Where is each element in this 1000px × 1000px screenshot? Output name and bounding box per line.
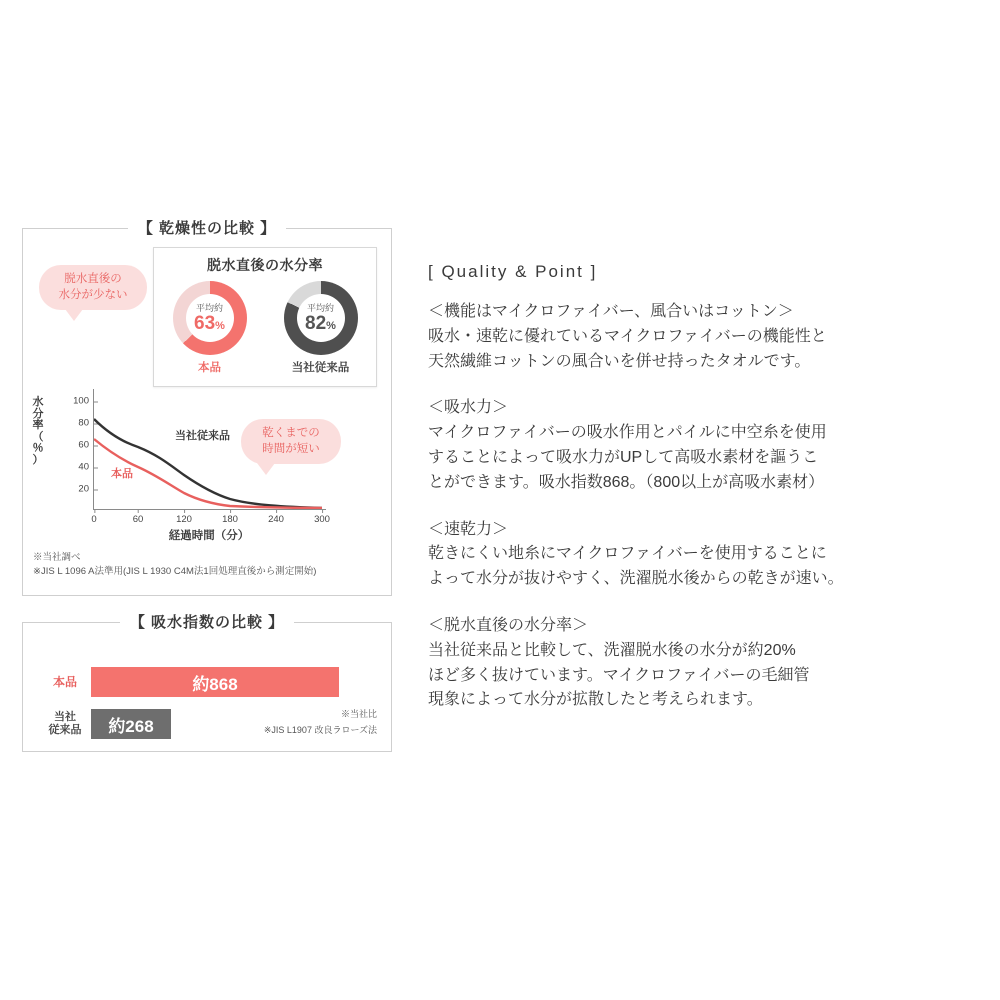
drying-line-chart	[23, 379, 393, 542]
line-chart-svg	[94, 389, 326, 509]
quality-section-function	[428, 300, 968, 374]
donut-product	[162, 281, 258, 375]
donut-product-label: 本品	[198, 362, 221, 374]
x-axis-label: 経過時間（分）	[168, 530, 250, 542]
absorbency-note-2: ※JIS L1907 改良ラローズ法	[263, 725, 377, 735]
donut-product-prefix: 平均約	[195, 302, 223, 313]
donut-conventional-number: 82	[305, 312, 327, 334]
callout-right-line1: 乾くまでの	[262, 427, 320, 439]
section-3-line3: 現象によって水分が拡散したと考えられます。	[428, 691, 763, 709]
section-1-head: ＜吸水力＞	[428, 399, 509, 417]
quality-and-point-column	[428, 262, 968, 735]
section-0-line1: 吸水・速乾に優れているマイクロファイバーの機能性と	[428, 327, 827, 345]
drying-footnotes	[33, 551, 316, 580]
series-label-product: 本品	[111, 468, 133, 480]
x-tick-300: 300	[314, 509, 330, 525]
callout-bubble-moisture	[39, 265, 147, 310]
quality-heading: [ Quality & Point ]	[428, 262, 598, 281]
absorbency-panel-title-text: 【 吸水指数の比較 】	[120, 614, 294, 631]
bar-value-conventional: 約268	[108, 716, 154, 736]
donut-product-unit: %	[215, 319, 225, 332]
absorbency-panel-title	[23, 611, 391, 632]
bar-row-conventional	[39, 707, 171, 741]
bar-label-product: 本品	[52, 674, 77, 689]
donut-chart-product	[173, 281, 247, 355]
series-label-conventional: 当社従来品	[175, 430, 230, 442]
bar-row-product	[39, 665, 339, 699]
footnote-1: ※当社調べ	[33, 552, 81, 563]
drying-comparison-panel	[22, 220, 392, 596]
bar-value-product: 約868	[192, 674, 238, 694]
donut-product-number: 63	[194, 312, 216, 334]
footnote-2: ※JIS L 1096 A法準用(JIS L 1930 C4M法1回処理直後から測定開始)	[33, 566, 317, 578]
section-1-line3: とができます。吸水指数868。（800以上が高吸水素材）	[428, 473, 825, 491]
bar-product	[91, 667, 339, 697]
section-0-head: ＜機能はマイクロファイバー、風合いはコットン＞	[428, 303, 794, 320]
x-tick-60: 60	[133, 509, 144, 525]
plot-area	[73, 389, 330, 525]
section-3-line1: 当社従来品と比較して、洗濯脱水後の水分が約20%	[428, 641, 796, 659]
donut-conventional-prefix: 平均約	[306, 302, 334, 313]
y-axis-label: 水 分 率 （ ％ ）	[32, 396, 44, 466]
x-tick-120: 120	[176, 509, 192, 525]
callout-right-line2: 時間が短い	[262, 442, 320, 455]
donut-hole-conventional	[297, 294, 345, 342]
callout-left-line1: 脱水直後の	[64, 273, 122, 285]
quality-section-absorbency	[428, 396, 968, 495]
section-1-line2: することによって吸水力がUPして高吸水素材を謳うこ	[428, 448, 819, 466]
drying-panel-title-text: 【 乾燥性の比較 】	[128, 220, 286, 237]
drying-panel-title	[23, 217, 391, 238]
quality-section-moisture	[428, 614, 968, 713]
absorbency-index-panel	[22, 614, 392, 752]
donut-chart-conventional	[284, 281, 358, 355]
donut-product-value	[194, 314, 225, 333]
x-tick-180: 180	[222, 509, 238, 525]
y-tick-80: 80	[78, 418, 94, 429]
absorbency-note-1: ※当社比	[340, 709, 377, 719]
bar-label-conventional-line2: 従来品	[48, 724, 82, 736]
section-2-head: ＜速乾力＞	[428, 520, 509, 538]
y-tick-60: 60	[78, 440, 94, 451]
donut-row	[154, 281, 376, 375]
x-tick-240: 240	[268, 509, 284, 525]
section-2-line1: 乾きにくい地糸にマイクロファイバーを使用することに	[428, 545, 827, 563]
donut-conventional	[273, 281, 369, 375]
y-tick-20: 20	[78, 484, 94, 495]
callout-left-line2: 水分が少ない	[58, 288, 128, 301]
section-3-head: ＜脱水直後の水分率＞	[428, 616, 589, 634]
bar-conventional	[91, 709, 171, 739]
y-tick-40: 40	[78, 462, 94, 473]
bar-label-conventional-line1: 当社	[54, 710, 76, 723]
section-1-line1: マイクロファイバーの吸水作用とパイルに中空糸を使用	[428, 424, 827, 442]
donut-conventional-label: 当社従来品	[291, 362, 350, 374]
section-3-line2: ほど多く抜けています。マイクロファイバーの毛細管	[428, 666, 810, 684]
donut-hole-product	[186, 294, 234, 342]
moisture-rate-card	[153, 247, 377, 387]
section-0-line2: 天然繊維コットンの風合いを併せ持ったタオルです。	[428, 352, 811, 370]
x-tick-0: 0	[91, 509, 96, 525]
donut-conventional-value	[305, 314, 336, 333]
bar-label-conventional	[39, 711, 91, 737]
moisture-card-title: 脱水直後の水分率	[207, 257, 323, 273]
quality-section-quickdry	[428, 518, 968, 592]
y-tick-100: 100	[73, 396, 94, 407]
charts-column	[22, 220, 394, 752]
section-2-line2: よって水分が抜けやすく、洗濯脱水後からの乾きが速い。	[428, 570, 844, 588]
donut-conventional-unit: %	[326, 319, 336, 332]
